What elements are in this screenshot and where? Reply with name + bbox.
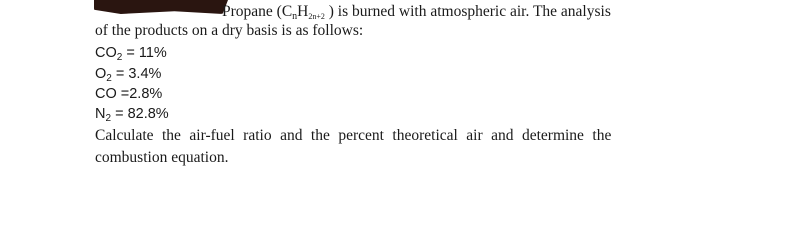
composition-o2 [95,65,161,83]
composition-co [95,85,162,103]
species-label: N [95,106,106,122]
intro-text-start: Propane (C [222,3,293,20]
task-line-1: Calculate the air-fuel ratio and the percent theoretical air and determine the [95,127,612,144]
species-subscript: 2 [116,52,123,63]
species-subscript: 2 [105,113,112,124]
species-value: = 82.8% [111,106,169,122]
problem-intro-line [222,3,611,21]
problem-context-line: of the products on a dry basis is as follows: [95,22,364,39]
species-label: O [95,66,107,82]
subscript-n: n [292,11,298,22]
species-value: = 3.4% [111,66,162,82]
composition-co2 [95,44,167,62]
species-label: CO [95,45,117,61]
intro-text-h: H [297,3,309,20]
species-label: CO [95,86,117,102]
composition-n2 [95,105,169,123]
intro-text-end: ) is burned with atmospheric air. The analysis [324,3,611,20]
species-subscript: 2 [106,73,112,84]
species-value: = 11% [122,45,167,61]
redacted-text-block [94,0,228,14]
task-line-2: combustion equation. [95,149,229,166]
species-value: =2.8% [116,86,163,102]
subscript-2n-plus-2: 2n+2 [308,12,325,21]
